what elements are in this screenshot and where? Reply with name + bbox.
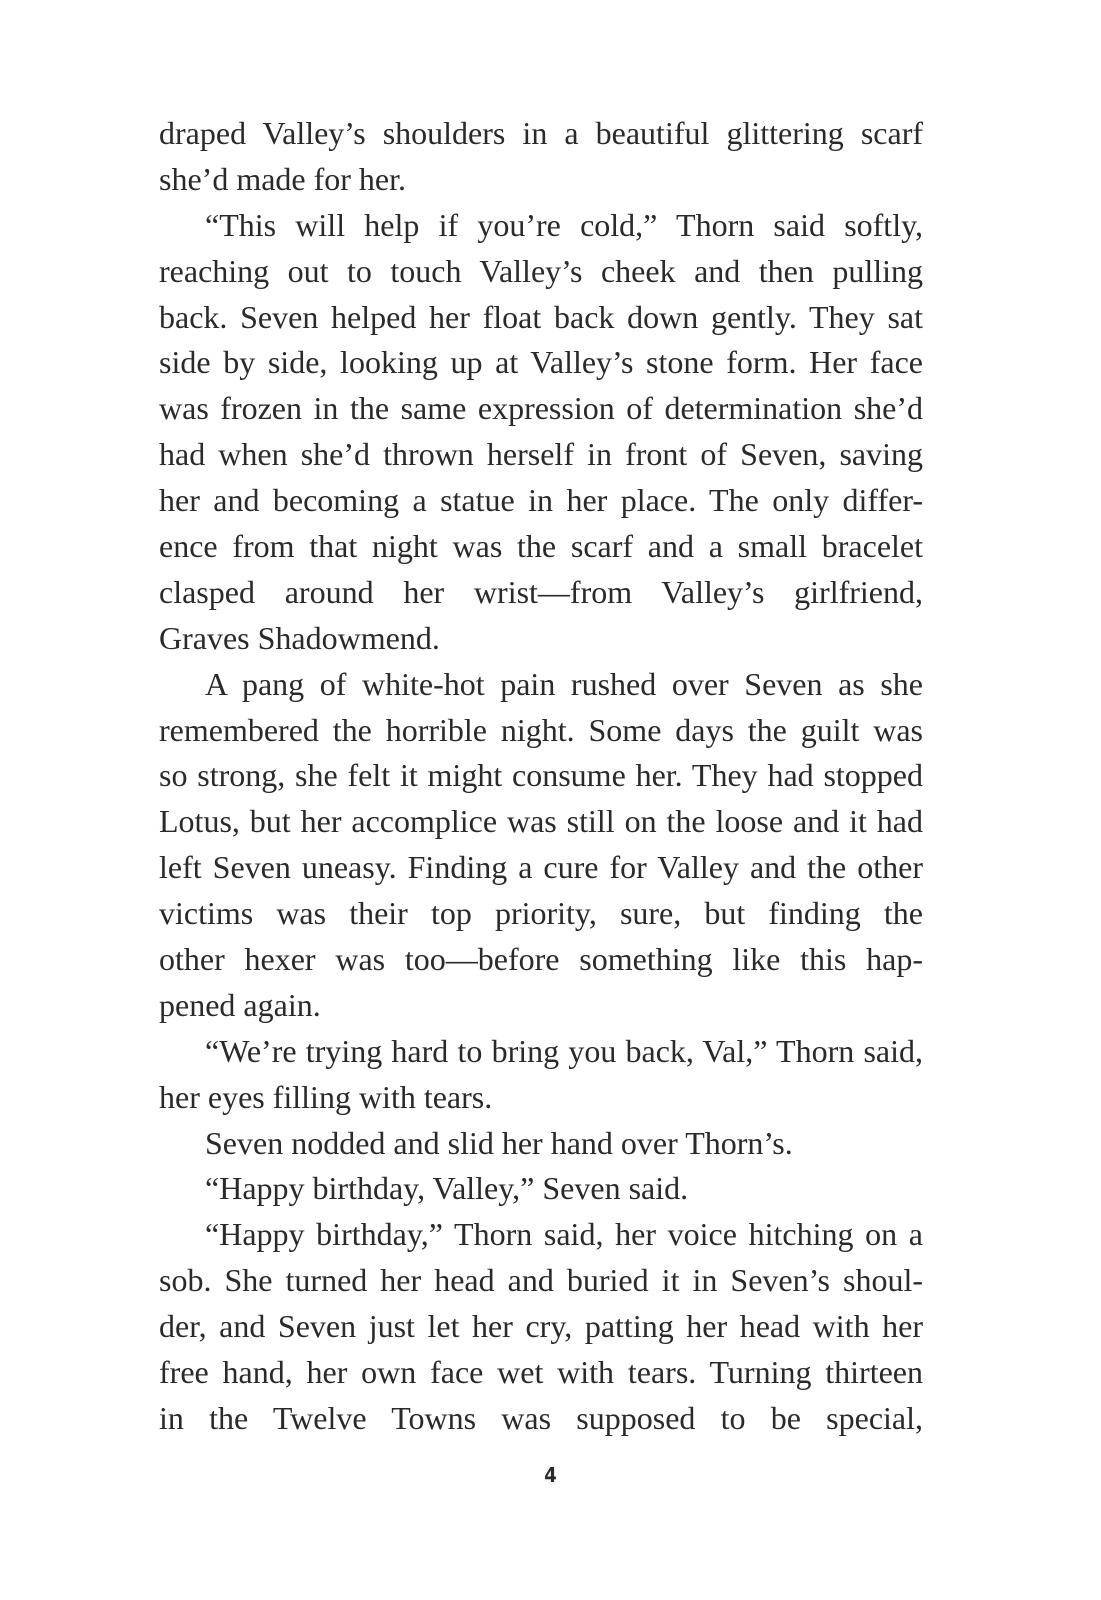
text-line: left Seven uneasy. Finding a cure for Valley and the other xyxy=(159,849,923,886)
text-line: der, and Seven just let her cry, patting her head with her xyxy=(159,1308,923,1345)
text-line: so strong, she felt it might consume her. They had stopped xyxy=(159,757,923,794)
text-line: her eyes filling with tears. xyxy=(159,1078,493,1115)
text-line: draped Valley’s shoulders in a beautiful glittering scarf xyxy=(159,115,923,151)
text-line: other hexer was too—before something like this hap- xyxy=(159,941,923,978)
text-line: “Happy birthday,” Thorn said, her voice hitching on a xyxy=(205,1216,923,1253)
text-line: Seven nodded and slid her hand over Thorn’s. xyxy=(205,1124,793,1161)
text-line: back. Seven helped her float back down gently. They sat xyxy=(159,298,923,335)
text-line: pened again. xyxy=(159,986,321,1023)
text-line: clasped around her wrist—from Valley’s girlfriend, xyxy=(159,573,923,610)
page-number: 4 xyxy=(544,1463,557,1487)
text-line: victims was their top priority, sure, but finding the xyxy=(159,895,923,932)
body-text xyxy=(159,111,923,1442)
text-line: ence from that night was the scarf and a small bracelet xyxy=(159,528,923,565)
text-line: “We’re trying hard to bring you back, Val,” Thorn said, xyxy=(205,1032,923,1069)
text-line: in the Twelve Towns was supposed to be special, xyxy=(159,1399,923,1436)
text-line: she’d made for her. xyxy=(159,160,407,197)
text-line: A pang of white-hot pain rushed over Seven as she xyxy=(205,665,923,702)
text-line: “This will help if you’re cold,” Thorn said softly, xyxy=(205,206,923,243)
text-line: remembered the horrible night. Some days the guilt was xyxy=(159,711,923,748)
text-line: free hand, her own face wet with tears. Turning thirteen xyxy=(159,1354,923,1391)
text-line: side by side, looking up at Valley’s stone form. Her face xyxy=(159,344,923,381)
text-line: was frozen in the same expression of determination she’d xyxy=(159,390,923,427)
text-line: Graves Shadowmend. xyxy=(159,619,440,656)
text-line: reaching out to touch Valley’s cheek and then pulling xyxy=(159,252,923,289)
text-line: her and becoming a statue in her place. The only differ- xyxy=(159,482,923,519)
text-line: had when she’d thrown herself in front of Seven, saving xyxy=(159,436,923,473)
text-line: Lotus, but her accomplice was still on the loose and it had xyxy=(159,803,923,840)
text-line: sob. She turned her head and buried it in Seven’s shoul- xyxy=(159,1262,923,1299)
text-line: “Happy birthday, Valley,” Seven said. xyxy=(205,1170,689,1207)
